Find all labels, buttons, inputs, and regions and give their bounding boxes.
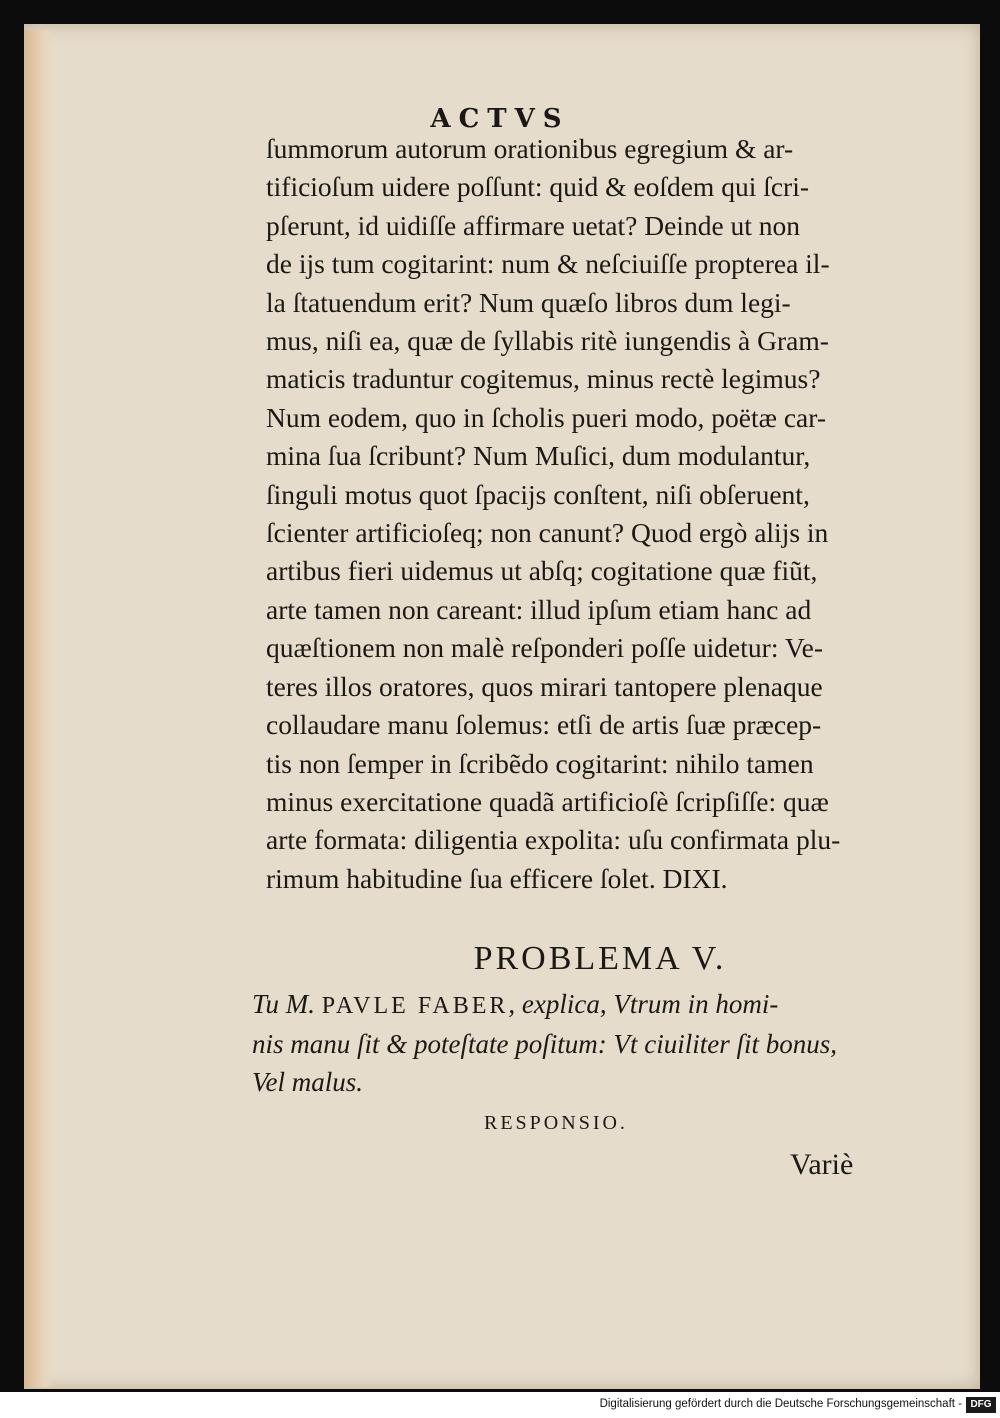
text-line: tis non ſemper in ſcribẽdo cogitarint: nihilo tamen xyxy=(266,747,814,779)
footer-bar xyxy=(0,1396,1000,1418)
text-line: mus, niſi ea, quæ de ſyllabis ritè iungendis à Gram- xyxy=(266,325,829,357)
text-line: minus exercitatione quadã artificioſè ſcripſiſſe: quæ xyxy=(266,785,829,817)
question-lead: Tu M. xyxy=(252,989,316,1019)
text-line: collaudare manu ſolemus: etſi de artis ſuæ præcep- xyxy=(266,709,822,741)
text-line: tificioſum uidere poſſunt: quid & eoſdem qui ſcri- xyxy=(266,171,810,203)
catchword: Variè xyxy=(790,1148,854,1181)
running-head: ACTVS xyxy=(430,104,570,134)
text-line: ſinguli motus quot ſpacijs conſtent, niſi obſeruent, xyxy=(266,478,810,510)
body-text xyxy=(266,130,956,898)
text-line: Num eodem, quo in ſcholis pueri modo, poëtæ car- xyxy=(266,401,827,433)
problem-question xyxy=(252,985,952,1101)
text-line: teres illos oratores, quos mirari tantopere plenaque xyxy=(266,670,823,702)
text-line: rimum habitudine ſua efficere ſolet. DIXI. xyxy=(266,862,728,894)
text-line: pſerunt, id uidiſſe affirmare uetat? Deinde ut non xyxy=(266,209,801,241)
dfg-logo-icon: DFG xyxy=(966,1397,996,1413)
section-heading: PROBLEMA V. xyxy=(473,940,727,977)
text-line: mina ſua ſcribunt? Num Muſici, dum modulantur, xyxy=(266,440,811,472)
question-line-rest: , explica, Vtrum in homi- xyxy=(508,989,779,1019)
text-line: quæſtionem non malè reſponderi poſſe uidetur: Ve- xyxy=(266,632,824,664)
text-line: arte formata: diligentia expolita: uſu confirmata plu- xyxy=(266,824,841,856)
text-line: arte tamen non careant: illud ipſum etiam hanc ad xyxy=(266,593,812,625)
responsio-label: RESPONSIO. xyxy=(484,1112,628,1134)
question-line xyxy=(252,985,952,1025)
text-line: de ijs tum cogitarint: num & neſciuiſſe propterea il- xyxy=(266,248,830,280)
text-line: artibus fieri uidemus ut abſq; cogitatione quæ fiũt, xyxy=(266,555,818,587)
footer-credit: Digitalisierung gefördert durch die Deutsche Forschungsgemeinschaft - xyxy=(599,1398,962,1410)
question-line: Vel malus. xyxy=(252,1067,363,1097)
text-line: maticis traduntur cogitemus, minus rectè legimus? xyxy=(266,363,821,395)
question-line: nis manu ſit & poteſtate poſitum: Vt ciuiliter ſit bonus, xyxy=(252,1029,837,1059)
page-gutter-edge xyxy=(24,30,54,1387)
text-line: ſummorum autorum orationibus egregium & ar- xyxy=(266,133,794,164)
question-name: PAVLE FABER xyxy=(321,993,509,1019)
text-line: ſcienter artificioſeq; non canunt? Quod ergò alijs in xyxy=(266,517,829,549)
text-line: la ſtatuendum erit? Num quæſo libros dum legi- xyxy=(266,286,791,318)
